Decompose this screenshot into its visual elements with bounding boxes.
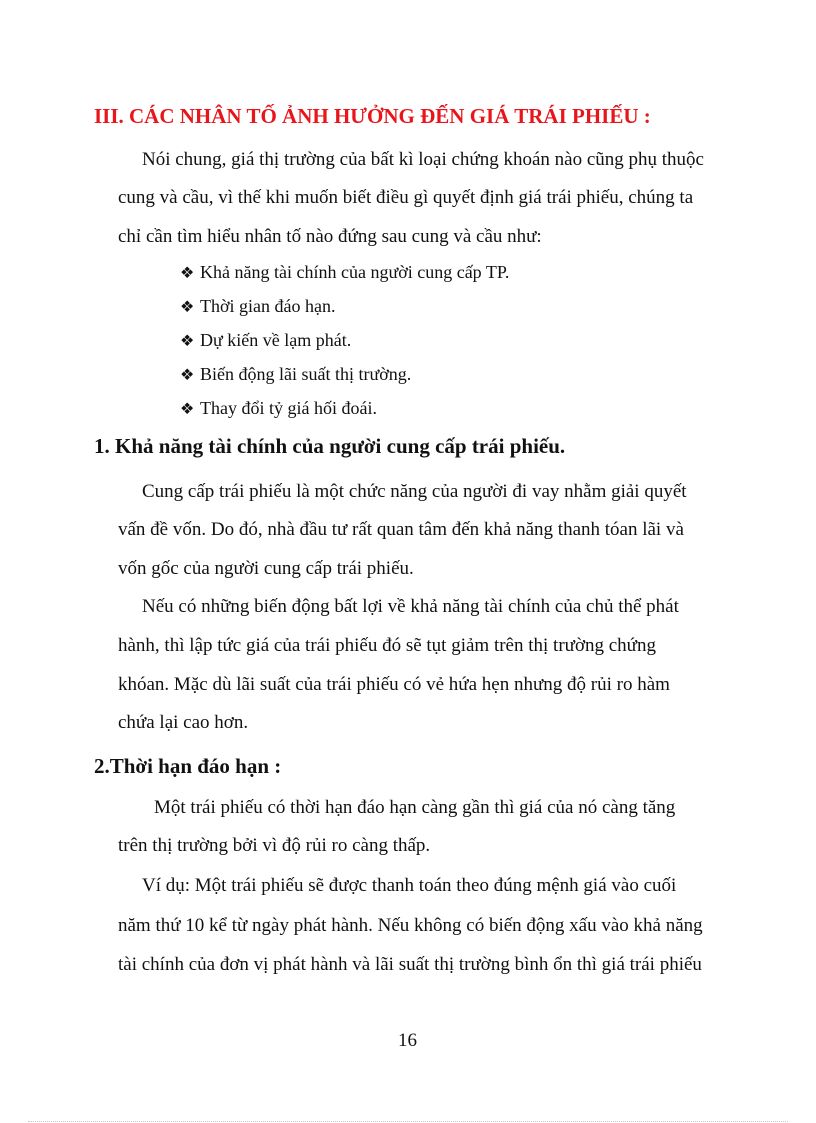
bullet-item bbox=[180, 330, 351, 351]
intro-line: chỉ cần tìm hiểu nhân tố nào đứng sau cung và cầu như: bbox=[118, 226, 542, 247]
paragraph-line: vốn gốc của người cung cấp trái phiếu. bbox=[118, 558, 414, 579]
diamond-bullet-icon: ❖ bbox=[180, 299, 195, 316]
paragraph-line: tài chính của đơn vị phát hành và lãi suất thị trường bình ổn thì giá trái phiếu bbox=[118, 954, 702, 975]
page-number: 16 bbox=[398, 1030, 417, 1051]
bullet-item bbox=[180, 262, 509, 283]
diamond-bullet-icon: ❖ bbox=[180, 265, 195, 282]
paragraph-line: trên thị trường bởi vì độ rủi ro càng thấp. bbox=[118, 835, 431, 856]
paragraph-line: Một trái phiếu có thời hạn đáo hạn càng gần thì giá của nó càng tăng bbox=[154, 797, 676, 818]
bullet-text: Thời gian đáo hạn. bbox=[200, 296, 336, 316]
bullet-text: Dự kiến về lạm phát. bbox=[200, 330, 352, 350]
intro-line: cung và cầu, vì thế khi muốn biết điều gì quyết định giá trái phiếu, chúng ta bbox=[118, 187, 694, 208]
paragraph-line: Cung cấp trái phiếu là một chức năng của người đi vay nhằm giải quyết bbox=[142, 481, 687, 502]
bullet-item bbox=[180, 296, 335, 317]
paragraph-line: khóan. Mặc dù lãi suất của trái phiếu có vẻ hứa hẹn nhưng độ rủi ro hàm bbox=[118, 674, 670, 695]
paragraph-line: chứa lại cao hơn. bbox=[118, 712, 249, 733]
bullet-text: Thay đổi tỷ giá hối đoái. bbox=[200, 398, 377, 418]
paragraph-line: vấn đề vốn. Do đó, nhà đầu tư rất quan tâm đến khả năng thanh tóan lãi và bbox=[118, 519, 684, 540]
bullet-item bbox=[180, 398, 377, 419]
subsection-heading: 1. Khả năng tài chính của người cung cấp trái phiếu. bbox=[94, 434, 566, 458]
subsection-heading: 2.Thời hạn đáo hạn : bbox=[94, 754, 282, 778]
bullet-text: Khả năng tài chính của người cung cấp TP. bbox=[200, 262, 510, 282]
bullet-text: Biến động lãi suất thị trường. bbox=[200, 364, 412, 384]
section-heading: III. CÁC NHÂN TỐ ẢNH HƯỞNG ĐẾN GIÁ TRÁI PHIẾU : bbox=[94, 104, 651, 128]
paragraph-line: năm thứ 10 kể từ ngày phát hành. Nếu không có biến động xấu vào khả năng bbox=[118, 915, 703, 936]
diamond-bullet-icon: ❖ bbox=[180, 367, 195, 384]
intro-line: Nói chung, giá thị trường của bất kì loại chứng khoán nào cũng phụ thuộc bbox=[142, 149, 704, 170]
diamond-bullet-icon: ❖ bbox=[180, 333, 195, 350]
page-bottom-rule bbox=[28, 1121, 788, 1122]
paragraph-line: Ví dụ: Một trái phiếu sẽ được thanh toán theo đúng mệnh giá vào cuối bbox=[142, 875, 677, 896]
paragraph-line: Nếu có những biến động bất lợi về khả năng tài chính của chủ thể phát bbox=[142, 596, 679, 617]
paragraph-line: hành, thì lập tức giá của trái phiếu đó sẽ tụt giảm trên thị trường chứng bbox=[118, 635, 656, 656]
bullet-item bbox=[180, 364, 411, 385]
diamond-bullet-icon: ❖ bbox=[180, 401, 195, 418]
